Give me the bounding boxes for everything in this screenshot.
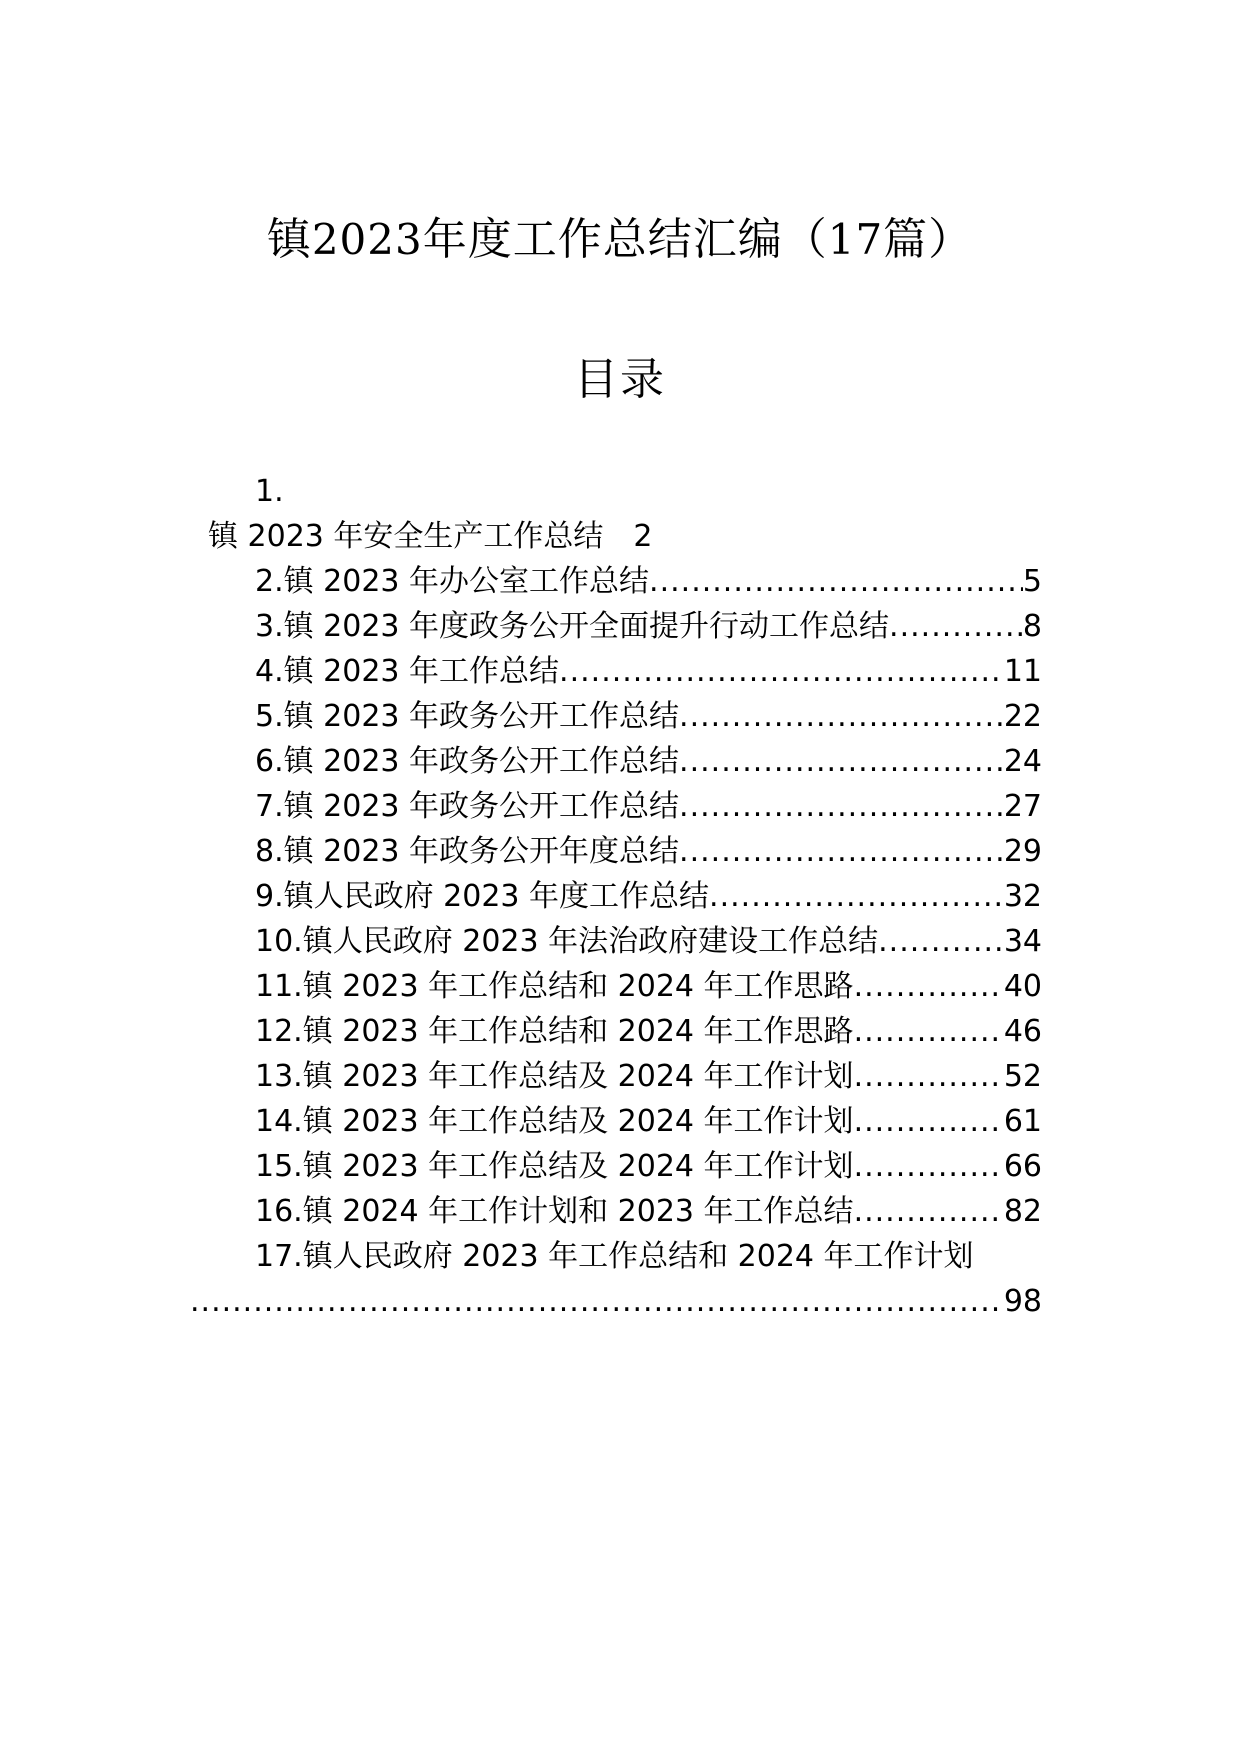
toc-entry-page: 22 [1003,699,1042,734]
toc-entry-6[interactable] [255,742,1042,782]
dot-leader [854,1147,1004,1187]
toc-entry-1[interactable] [208,517,653,557]
toc-entry-page: 8 [1022,609,1042,644]
toc-entry-15[interactable] [255,1147,1042,1187]
toc-entry-16[interactable] [255,1192,1042,1232]
dot-leader [679,832,1004,872]
title-year: 2023 [311,215,423,264]
toc-entry-title: 9.镇人民政府 2023 年度工作总结 [255,879,710,914]
dot-leader [190,1282,1004,1322]
dot-leader [709,877,1004,917]
toc-entry-9[interactable] [255,877,1042,917]
dot-leader [854,1102,1004,1142]
toc-entry-14[interactable] [255,1102,1042,1142]
toc-entry-page: 61 [1003,1104,1042,1139]
toc-entry-2[interactable] [255,562,1042,602]
toc-entry-page: 24 [1003,744,1042,779]
dot-leader [679,742,1004,782]
toc-entry-page: 34 [1003,924,1042,959]
toc-entry-title: 6.镇 2023 年政务公开工作总结 [255,744,680,779]
dot-leader [679,697,1004,737]
dot-leader [559,652,1004,692]
dot-leader [878,922,1004,962]
toc-entry-5[interactable] [255,697,1042,737]
toc-entry-3[interactable] [255,607,1042,647]
toc-entry-title: 15.镇 2023 年工作总结及 2024 年工作计划 [255,1149,854,1184]
toc-entry-title: 2.镇 2023 年办公室工作总结 [255,564,650,599]
toc-entry-11[interactable] [255,967,1042,1007]
toc-entry-title: 4.镇 2023 年工作总结 [255,654,560,689]
toc-entry-17-leader-line[interactable] [190,1282,1042,1322]
toc-heading: 目录 [574,354,666,405]
toc-entry-title: 13.镇 2023 年工作总结及 2024 年工作计划 [255,1059,854,1094]
dot-leader [854,967,1004,1007]
toc-entry-page: 46 [1003,1014,1042,1049]
dot-leader [854,1192,1004,1232]
toc-entry-page: 27 [1003,789,1042,824]
title-prefix: 镇 [266,214,312,265]
toc-entry-8[interactable] [255,832,1042,872]
dot-leader [889,607,1023,647]
toc-entry-12[interactable] [255,1012,1042,1052]
toc-entry-13[interactable] [255,1057,1042,1097]
title-count: 17 [827,215,884,264]
toc-entry-page: 66 [1003,1149,1042,1184]
dot-leader [854,1012,1004,1052]
toc-entry-title: 10.镇人民政府 2023 年法治政府建设工作总结 [255,924,879,959]
toc-entry-title: 17.镇人民政府 2023 年工作总结和 2024 年工作计划 [255,1239,974,1274]
toc-entry-7[interactable] [255,787,1042,827]
toc-entry-title: 11.镇 2023 年工作总结和 2024 年工作思路 [255,969,854,1004]
toc-entry-page: 29 [1003,834,1042,869]
toc-entry-page: 5 [1022,564,1042,599]
toc-entry-page: 2 [633,519,653,554]
toc-entry-4[interactable] [255,652,1042,692]
toc-entry-page: 98 [1003,1284,1042,1319]
toc-entry-title: 镇 2023 年安全生产工作总结 [208,519,604,554]
toc-entry-1-number[interactable]: 1. [255,474,284,509]
toc-entry-page: 40 [1003,969,1042,1004]
toc-entry-10[interactable] [255,922,1042,962]
toc-entry-page: 32 [1003,879,1042,914]
toc-entry-title: 16.镇 2024 年工作计划和 2023 年工作总结 [255,1194,854,1229]
toc-entry-page: 11 [1003,654,1042,689]
toc-entry-title: 7.镇 2023 年政务公开工作总结 [255,789,680,824]
toc-entry-title: 3.镇 2023 年度政务公开全面提升行动工作总结 [255,609,890,644]
toc-entry-title: 5.镇 2023 年政务公开工作总结 [255,699,680,734]
toc-entry-17[interactable] [255,1237,974,1277]
toc-entry-title: 8.镇 2023 年政务公开年度总结 [255,834,680,869]
dot-leader [649,562,1023,602]
dot-leader [854,1057,1004,1097]
toc-entry-title: 12.镇 2023 年工作总结和 2024 年工作思路 [255,1014,854,1049]
toc-entry-title: 14.镇 2023 年工作总结及 2024 年工作计划 [255,1104,854,1139]
title-suffix: 篇） [883,214,974,265]
toc-entry-page: 52 [1003,1059,1042,1094]
dot-leader [679,787,1004,827]
title-mid: 年度工作总结汇编（ [422,214,828,265]
toc-entry-page: 82 [1003,1194,1042,1229]
